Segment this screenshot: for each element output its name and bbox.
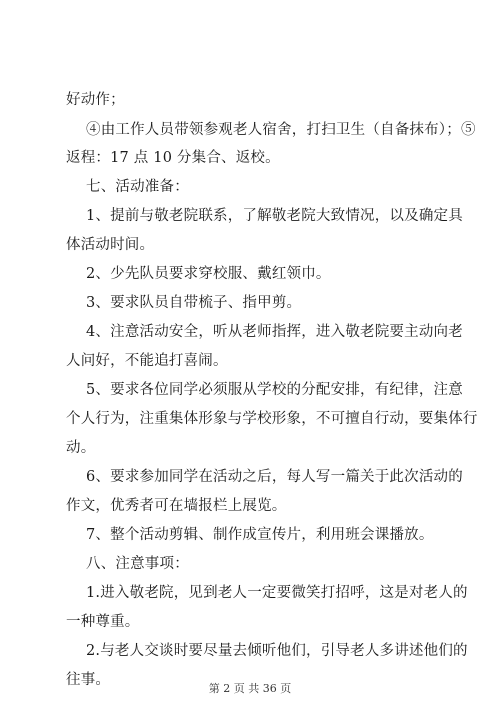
section-heading: 七、活动准备： <box>86 179 189 195</box>
text-line: 往事。 <box>66 672 111 688</box>
text-line: 好动作； <box>66 92 125 108</box>
text-line: 返程：17 点 10 分集合、返校。 <box>66 150 280 166</box>
text-line: 作文，优秀者可在墙报栏上展览。 <box>66 498 287 514</box>
section-heading: 八、注意事项： <box>86 556 189 572</box>
text-line: 2.与老人交谈时要尽量去倾听他们，引导老人多讲述他们的 <box>86 643 468 659</box>
text-line: ④由工作人员带领参观老人宿舍，打扫卫生（自备抹布）；⑤ <box>86 122 476 138</box>
text-line: 1.进入敬老院，见到老人一定要微笑打招呼，这是对老人的 <box>86 585 468 601</box>
text-line: 动。 <box>66 440 96 456</box>
text-line: 5、要求各位同学必须服从学校的分配安排，有纪律，注意 <box>86 382 463 398</box>
text-line: 个人行为，注重集体形象与学校形象，不可擅自行动，要集体行 <box>66 411 478 427</box>
text-line: 3、要求队员自带梳子、指甲剪。 <box>86 295 302 311</box>
text-line: 1、提前与敬老院联系，了解敬老院大致情况，以及确定具 <box>86 208 463 224</box>
text-line: 体活动时间。 <box>66 237 155 253</box>
text-line: 7、整个活动剪辑、制作成宣传片，利用班会课播放。 <box>86 527 434 543</box>
text-line: 人问好，不能追打喜闹。 <box>66 353 228 369</box>
text-line: 一种尊重。 <box>66 614 140 630</box>
text-line: 4、注意活动安全，听从老师指挥，进入敬老院要主动向老 <box>86 324 463 340</box>
text-line: 2、少先队员要求穿校服、戴红领巾。 <box>86 266 331 282</box>
page-footer: 第 2 页 共 36 页 <box>208 682 292 695</box>
text-line: 6、要求参加同学在活动之后，每人写一篇关于此次活动的 <box>86 469 463 485</box>
